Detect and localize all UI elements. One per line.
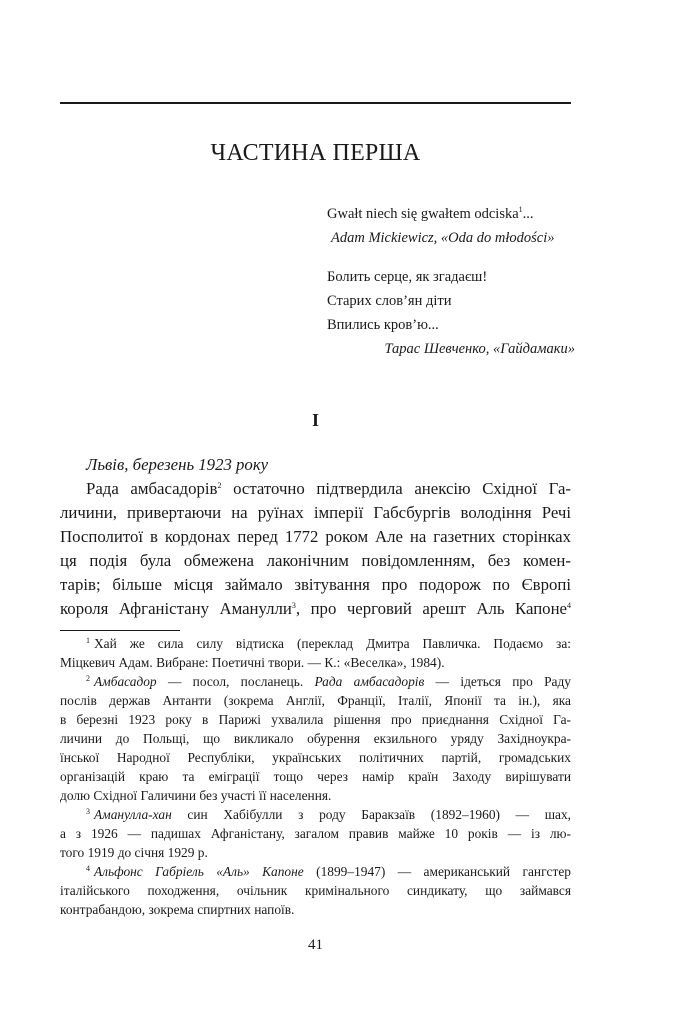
- footnote-line: [60, 653, 571, 672]
- footnote-text-segment: Рада амбасадорів: [314, 674, 425, 689]
- footnotes: [60, 634, 571, 919]
- body-text-segment: ця подія була обмежена лаконічним повідомленням, без комен-: [60, 551, 571, 570]
- footnote-ref-1: 1: [518, 205, 523, 214]
- epigraph-quote-2-line: Старих слов’ян діти: [327, 293, 452, 309]
- footnote-line: [60, 805, 571, 824]
- footnote-rule: [60, 630, 180, 631]
- footnote-text-segment: — ідеться про Раду: [424, 674, 572, 689]
- body-text-segment: , про черговий арешт Аль Капоне: [295, 599, 567, 618]
- footnote-line: [60, 672, 571, 691]
- footnote-text-segment: долю Східної Галичини без участі її населення.: [60, 788, 332, 803]
- footnote-line: [60, 748, 571, 767]
- footnote-ref-3: 3: [291, 601, 296, 610]
- footnote-text-segment: Аманулла-хан: [94, 807, 172, 822]
- footnote-text-segment: Міцкевич Адам. Вибране: Поетичні твори. — К.: «Веселка», 1984).: [60, 655, 445, 670]
- footnote-line: [60, 881, 571, 900]
- epigraph-quote-1-text: Gwałt niech się gwałtem odciska: [327, 206, 519, 222]
- footnote-text-segment: в березні 1923 року в Парижі ухвалила рішення про приєднання Східної Га-: [60, 712, 571, 727]
- footnote-text-segment: контрабандою, зокрема спиртних напоїв.: [60, 902, 295, 917]
- footnote-text-segment: а з 1926 — падишах Афганістану, загалом правив майже 10 років — із лю-: [60, 826, 571, 841]
- footnote-2: [60, 672, 571, 805]
- chapter-number: I: [311, 410, 319, 430]
- footnote-text-segment: син Хабібулли з роду Баракзаїв (1892–1960) — шах,: [171, 807, 571, 822]
- footnote-text-segment: їнської Народної Республіки, українських політичних партій, громадських: [60, 750, 571, 765]
- footnote-text-segment: Альфонс Габріель «Аль» Капоне: [94, 864, 304, 879]
- footnote-3: [60, 805, 571, 862]
- footnote-4: [60, 862, 571, 919]
- footnote-text-segment: організацій краю та еміграції тощо через намір країн Заходу вирішувати: [60, 769, 571, 784]
- footnote-line: [60, 862, 571, 881]
- epigraph-quote-1: [327, 202, 587, 226]
- footnote-line: [60, 786, 571, 805]
- dateline: Львів, березень 1923 року: [86, 455, 269, 474]
- epigraph: [327, 202, 587, 361]
- body-text-segment: личини, привертаючи на руїнах імперії Габсбургів володіння Речі: [60, 503, 571, 522]
- footnote-text-segment: Хай же сила силу відтиска (переклад Дмитра Павличка. Подаємо за:: [94, 636, 571, 651]
- footnote-number: 4: [86, 864, 90, 873]
- footnote-text-segment: (1899–1947) — американський гангстер: [303, 864, 571, 879]
- footnote-ref-4: 4: [567, 601, 571, 610]
- footnote-1: [60, 634, 571, 672]
- epigraph-quote-2-line: Болить серце, як згадаєш!: [327, 269, 488, 285]
- footnote-line: [60, 900, 571, 919]
- body-text-segment: Посполитої в кордонах перед 1772 роком Але на газетних сторінках: [60, 527, 571, 546]
- footnote-line: [60, 634, 571, 653]
- top-rule: [60, 102, 571, 104]
- epigraph-quote-2-line: Впились кров’ю...: [327, 317, 439, 333]
- footnote-number: 2: [86, 674, 90, 683]
- footnote-line: [60, 767, 571, 786]
- footnote-text-segment: личини до Польщі, що викликало обурення екзильного уряду Західноукра-: [60, 731, 571, 746]
- body-text: [60, 453, 571, 621]
- footnote-text-segment: послів держав Антанти (зокрема Англії, Франції, Італії, Японії та ін.), яка: [60, 693, 571, 708]
- footnote-number: 1: [86, 636, 90, 645]
- epigraph-attribution-2: Тарас Шевченко, «Гайдамаки»: [384, 341, 575, 357]
- footnote-text-segment: того 1919 до січня 1929 р.: [60, 845, 208, 860]
- body-paragraph: [60, 477, 571, 621]
- footnote-line: [60, 843, 571, 862]
- epigraph-quote-1-ellipsis: ...: [522, 206, 534, 222]
- epigraph-attribution-1: Adam Mickiewicz, «Oda do młodości»: [331, 230, 555, 246]
- footnote-line: [60, 729, 571, 748]
- footnote-text-segment: — посол, посланець.: [156, 674, 315, 689]
- footnote-ref-2: 2: [217, 481, 222, 490]
- footnote-line: [60, 691, 571, 710]
- body-text-segment: короля Афганістану Аманулли: [60, 599, 292, 618]
- body-line: [60, 597, 571, 621]
- footnote-line: [60, 710, 571, 729]
- page-number: 41: [308, 937, 323, 953]
- footnote-text-segment: Амбасадор: [94, 674, 157, 689]
- body-line: [60, 573, 571, 597]
- body-text-segment: остаточно підтвердила анексію Східної Га-: [221, 479, 571, 498]
- part-title: ЧАСТИНА ПЕРША: [210, 140, 421, 166]
- body-text-segment: тарів; більше місця займало звітування про подорож по Європі: [60, 575, 571, 594]
- body-line: [60, 525, 571, 549]
- body-line: [60, 477, 571, 501]
- footnote-number: 3: [86, 807, 90, 816]
- body-line: [60, 501, 571, 525]
- footnote-text-segment: італійського походження, очільник кримінального синдикату, що займався: [60, 883, 571, 898]
- body-line: [60, 549, 571, 573]
- footnote-line: [60, 824, 571, 843]
- body-text-segment: Рада амбасадорів: [86, 479, 218, 498]
